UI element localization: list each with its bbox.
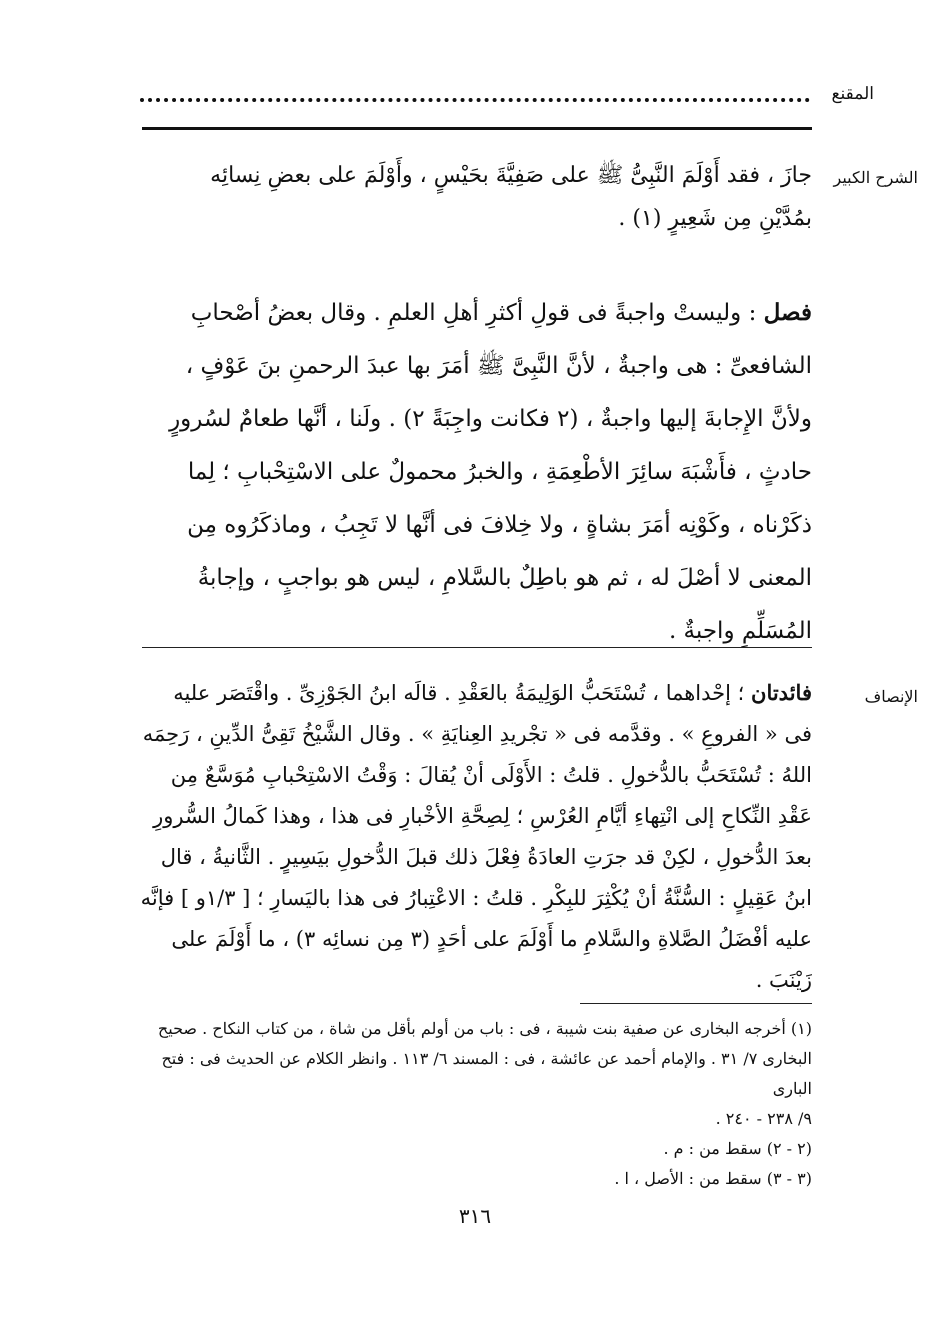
- text-line: عَقْدِ النِّكاحِ إلى انْتِهاءِ أيَّامِ العُرْسِ ؛ لِصِحَّةِ الأخْبارِ فى هذا ، وهذا كَمالُ السُّرورِ: [153, 804, 812, 828]
- text-line: [140, 672, 812, 714]
- section-divider: [142, 647, 812, 648]
- footnote-line: (٢ - ٢) سقط من : م .: [663, 1139, 812, 1158]
- footnote-line: ٩/ ٢٣٨ - ٢٤٠ .: [715, 1109, 812, 1128]
- text-line: اللهُ : تُسْتَحَبُّ بالدُّخولِ . قلتُ : الأَوْلَى أنْ يُقالَ : وَقْتُ الاسْتِحْبابِ مُوَسَّعٌ مِن: [170, 763, 812, 787]
- book-title: المقنع: [831, 84, 874, 104]
- text-line: بمُدَّيْنِ مِن شَعِيرٍ (١) .: [618, 206, 812, 231]
- text-line: بعدَ الدُّخولِ ، لكِنْ قد جرَتِ العادَةُ فِعْلَ ذلك قبلَ الدُّخولِ بيَسِيرٍ . الثَّانيةُ ، قال: [160, 845, 812, 869]
- footnote-rule: [580, 1003, 812, 1004]
- fasl-keyword: فصل: [763, 299, 812, 326]
- header-dotted-line: [140, 90, 810, 102]
- text-line: [140, 286, 812, 340]
- footnote-line: (١) أخرجه البخارى عن صفية بنت شيبة ، فى : باب من أولم بأقل من شاة ، من كتاب النكاح . صحيح: [157, 1019, 812, 1038]
- text-line: المُسَلِّمِ واجبةٌ .: [668, 618, 812, 644]
- insaf-paragraph: [140, 672, 812, 1001]
- fasl-paragraph: [140, 286, 812, 658]
- sharh-text: [140, 154, 812, 240]
- fasl-first-line: : وليستْ واجبةً فى قولِ أكثرِ أهلِ العلمِ . وقال بعضُ أصْحابِ: [190, 300, 757, 326]
- text-line: فى « الفروعِ » . وقدَّمه فى « تجْريدِ العِنايَةِ » . وقال الشَّيْخُ تَقِىُّ الدِّينِ ، رَحِمَه: [142, 722, 812, 746]
- footnote-line: (٣ - ٣) سقط من : الأصل ، ا .: [614, 1169, 812, 1188]
- section-label-sharh: الشرح الكبير: [833, 168, 918, 187]
- text-line: ابنُ عَقِيلٍ : السُّنَّةُ أنْ يُكْثِرَ للبِكْرِ . قلتُ : الاعْتِبارُ فى هذا باليَسارِ ؛ [ ١/٣و ] فإنَّه: [140, 886, 812, 910]
- text-line: ذكَرْناه ، وكَوْنِه أمَرَ بشاةٍ ، ولا خِلافَ فى أنَّها لا تَجِبُ ، وماذكَرُوه مِن: [187, 512, 812, 538]
- insaf-keyword: فائدتان: [751, 680, 812, 705]
- insaf-first-line: ؛ إحْداهما ، تُسْتَحَبُّ الوَلِيمَةُ بالعَقْدِ . قالَه ابنُ الجَوْزِىِّ . واقْتَصَر عليه: [173, 681, 745, 705]
- text-line: الشافعىِّ : هى واجبةٌ ، لأنَّ النَّبِىَّ ﷺ أمَرَ بها عبدَ الرحمنِ بنَ عَوْفٍ ،: [185, 353, 812, 379]
- text-line: ولأنَّ الإِجابةَ إليها واجبةٌ ، (٢ فكانت واجِبَةً ٢) . ولَنا ، أنَّها طعامٌ لسُرورٍ: [169, 406, 812, 432]
- page-number: ٣١٦: [458, 1204, 492, 1228]
- text-line: جازَ ، فقد أَوْلَمَ النَّبِىُّ ﷺ على صَفِيَّةَ بحَيْسٍ ، وأَوْلَمَ على بعضِ نِسائِه: [210, 163, 812, 188]
- footnote-line: البخارى ٧/ ٣١ . والإمام أحمد عن عائشة ، فى : المسند ٦/ ١١٣ . وانظر الكلام عن الحديث فى : فتح البارى: [161, 1049, 812, 1098]
- footnotes: [140, 1014, 812, 1194]
- text-line: عليه أفْضَلُ الصَّلاةِ والسَّلامِ ما أَوْلَمَ على أحَدٍ (٣ مِن نسائِه ٣) ، ما أَوْلَمَ على زَيْنَبَ .: [171, 927, 812, 992]
- text-line: حادثٍ ، فأَشْبَهَ سائِرَ الأطْعِمَةِ ، والخبرُ محمولٌ على الاسْتِحْبابِ ؛ لِما: [187, 459, 812, 485]
- header-rule: [142, 127, 812, 130]
- text-line: المعنى لا أصْلَ له ، ثم هو باطِلٌ بالسَّلامِ ، ليس هو بواجبٍ ، وإجابةُ: [197, 565, 812, 591]
- section-label-insaf: الإنصاف: [864, 687, 918, 706]
